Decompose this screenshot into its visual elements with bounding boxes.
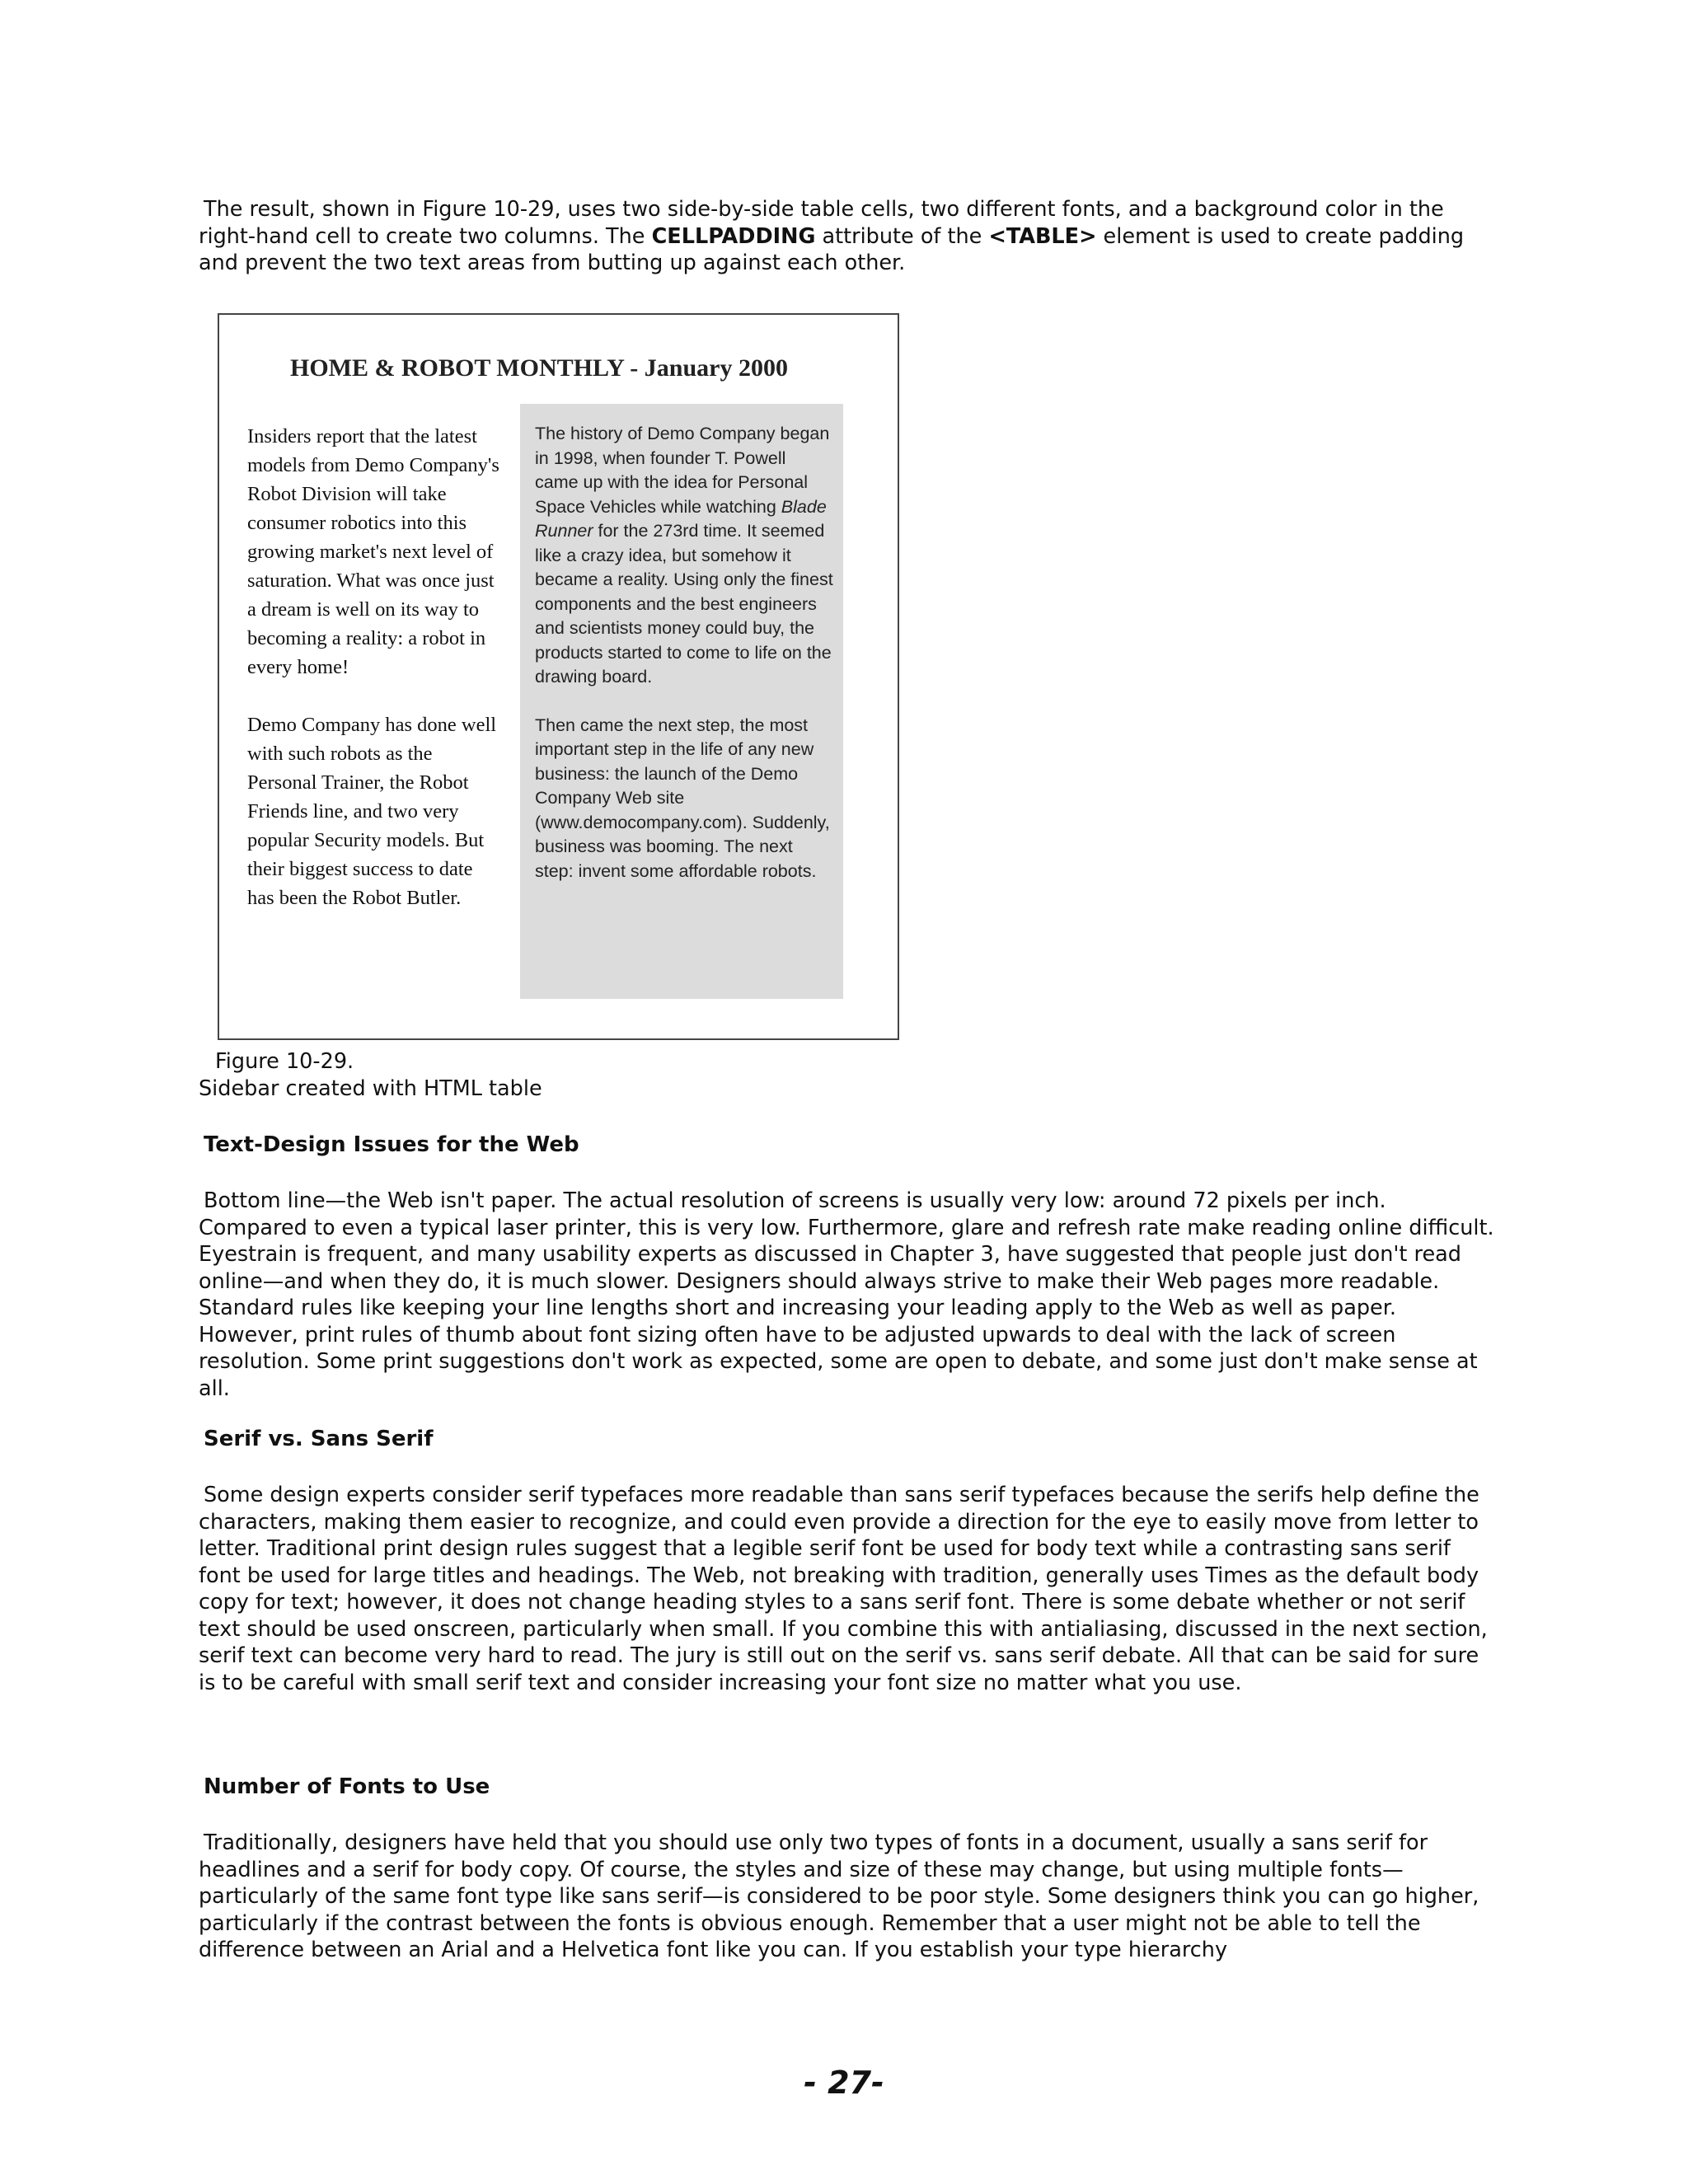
section-heading-number-of-fonts: Number of Fonts to Use	[204, 1774, 490, 1799]
figure-right-column	[520, 404, 843, 999]
figure-right-paragraph-1	[535, 422, 833, 690]
figure-left-paragraph-1: Insiders report that the latest models from Demo Company's Robot Division will take consumer robotics into this growing market's next level of saturation. What was once just a dream is well on its way to becoming a reality: a robot in every home!	[247, 425, 499, 678]
table-tag-term: <TABLE>	[988, 223, 1097, 249]
figure-sidebar-image	[218, 313, 899, 1040]
right-p1-text-a: The history of Demo Company began in 1998, when founder T. Powell came up with the idea for Personal Space Vehicles while watching	[535, 424, 830, 517]
section-heading-serif: Serif vs. Sans Serif	[204, 1427, 434, 1451]
intro-text-3: element is used to create padding and prevent the two text areas from butting up against each other.	[199, 223, 1465, 275]
page-number: - 27-	[804, 2064, 884, 2101]
figure-title: HOME & ROBOT MONTHLY - January 2000	[290, 354, 788, 382]
section-body-number-of-fonts: Traditionally, designers have held that you should use only two types of fonts in a document, usually a sans serif for headlines and a serif for body copy. Of course, the styles and size of these may change, but using multiple fonts—particularly of the same font type like sans serif—is considered to be poor style. Some designers think you can go higher, particularly if the contrast between the fonts is obvious enough. Remember that a user might not be able to tell the difference between an Arial and a Helvetica font like you can. If you establish your type hierarchy	[199, 1830, 1479, 1962]
figure-left-paragraph-2: Demo Company has done well with such robots as the Personal Trainer, the Robot Friends line, and two very popular Security models. But their biggest success to date has been the Robot Butler.	[247, 714, 497, 909]
right-p1-text-b: for the 273rd time. It seemed like a crazy idea, but somehow it became a reality. Using only the finest components and the best engineers and scientists money could buy, the products started to come to life on the drawing board.	[535, 521, 833, 687]
blade-runner-title: Blade Runner	[535, 496, 827, 541]
section-body-text-design: Bottom line—the Web isn't paper. The actual resolution of screens is usually very low: around 72 pixels per inch. Compared to even a typical laser printer, this is very low. Furthermore, glare and refresh rate make reading online difficult. Eyestrain is frequent, and many usability experts as discussed in Chapter 3, have suggested that people just don't read online—and when they do, it is much slower. Designers should always strive to make their Web pages more readable. Standard rules like keeping your line lengths short and increasing your leading apply to the Web as well as paper. However, print rules of thumb about font sizing often have to be adjusted upwards to deal with the lack of screen resolution. Some print suggestions don't work as expected, some are open to debate, and some just don't make sense at all.	[199, 1188, 1494, 1401]
figure-right-paragraph-2: Then came the next step, the most important step in the life of any new business: the launch of the Demo Company Web site (www.democompany.com). Suddenly, business was booming. The next step: invent some affordable robots.	[535, 715, 830, 881]
intro-text-1: The result, shown in Figure 10-29, uses two side-by-side table cells, two different fonts, and a background color in the right-hand cell to create two columns. The	[199, 197, 1444, 249]
section-body-serif: Some design experts consider serif typefaces more readable than sans serif typefaces because the serifs help define the characters, making them easier to recognize, and could even provide a direction for the eye to easily move from letter to letter. Traditional print design rules suggest that a legible serif font be used for body text while a contrasting sans serif font be used for large titles and headings. The Web, not breaking with tradition, generally uses Times as the default body copy for text; however, it does not change heading styles to a sans serif font. There is some debate whether or not serif text should be used onscreen, particularly when small. If you combine this with antialiasing, discussed in the next section, serif text can become very hard to read. The jury is still out on the serif vs. sans serif debate. All that can be said for sure is to be careful with small serif text and consider increasing your font size no matter what you use.	[199, 1483, 1488, 1695]
cellpadding-term: CELLPADDING	[651, 223, 816, 249]
section-heading-text-design: Text-Design Issues for the Web	[204, 1132, 579, 1157]
figure-caption	[199, 1048, 542, 1102]
intro-text-2: attribute of the	[815, 223, 989, 249]
figure-caption-text: Sidebar created with HTML table	[199, 1076, 542, 1101]
intro-paragraph	[199, 196, 1497, 277]
figure-left-column	[247, 422, 503, 941]
figure-number: Figure 10-29.	[215, 1049, 354, 1074]
